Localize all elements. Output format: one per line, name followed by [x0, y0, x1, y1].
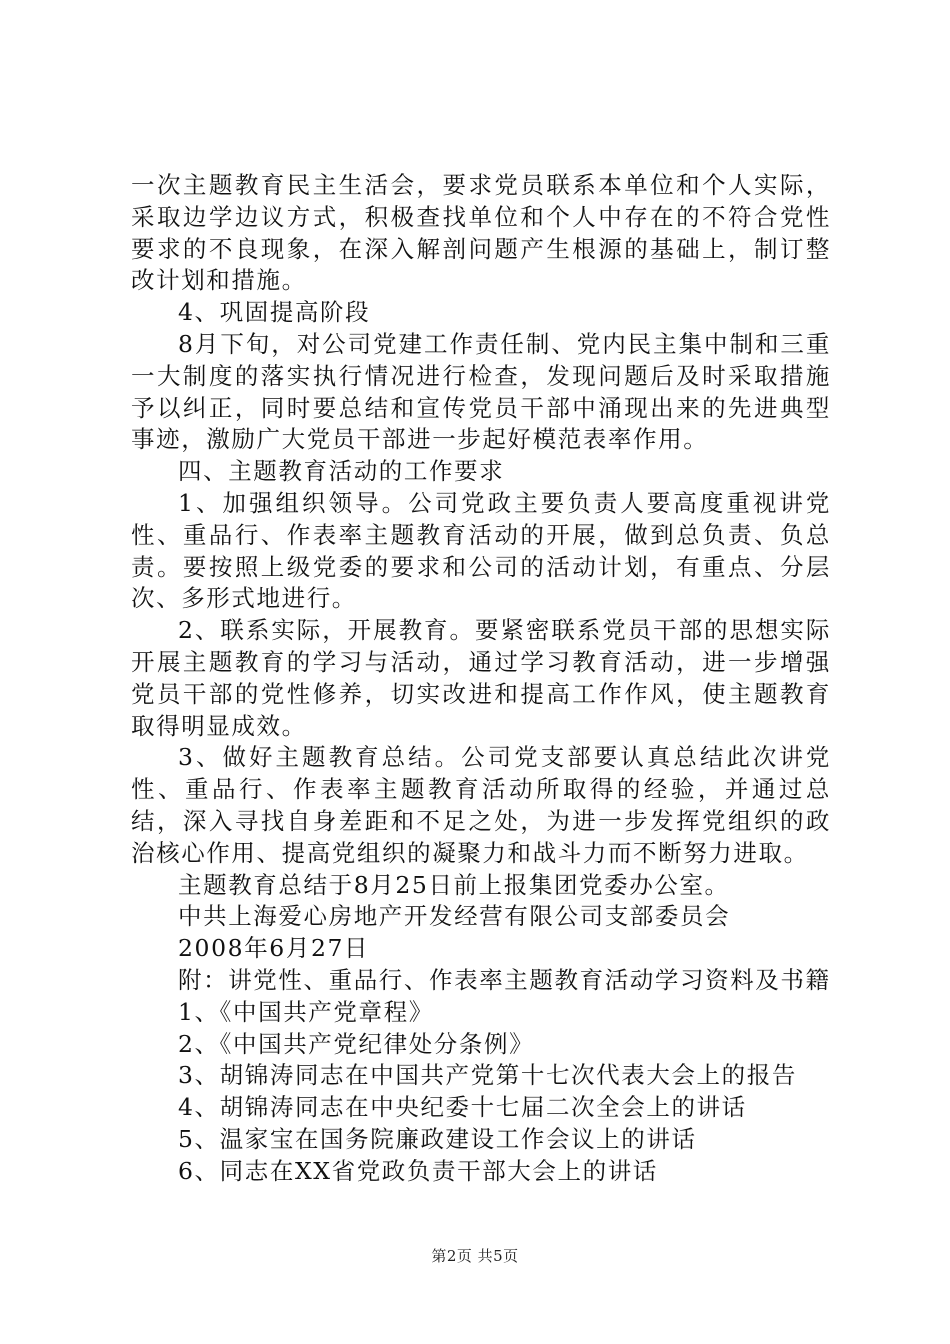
signature-date: 2008年6月27日 — [178, 934, 370, 963]
list-item: 3、胡锦涛同志在中国共产党第十七次代表大会上的报告 — [178, 1061, 797, 1090]
paragraph-august-inspection: 8月下旬，对公司党建工作责任制、党内民主集中制和三重一大制度的落实执行情况进行检查，发现问题后及时采取措施予以纠正，同时要总结和宣传党员干部中涌现出来的先进典型事迹，激励广大党员干部进一步起好模范表率作用。 — [131, 329, 831, 454]
signature-organization: 中共上海爱心房地产开发经营有限公司支部委员会 — [178, 902, 731, 931]
paragraph-requirement-1: 1、加强组织领导。公司党政主要负责人要高度重视讲党性、重品行、作表率主题教育活动的开展，做到总负责、负总责。要按照上级党委的要求和公司的活动计划，有重点、分层次、多形式地进行。 — [131, 488, 831, 613]
list-item: 2、《中国共产党纪律处分条例》 — [178, 1029, 535, 1058]
list-item: 5、温家宝在国务院廉政建设工作会议上的讲话 — [178, 1124, 697, 1153]
document-body — [131, 170, 831, 1188]
list-item: 1、《中国共产党章程》 — [178, 997, 434, 1026]
paragraph-1: 一次主题教育民主生活会，要求党员联系本单位和个人实际，采取边学边议方式，积极查找单位和个人中存在的不符合党性要求的不良现象，在深入解剖问题产生根源的基础上，制订整改计划和措施。 — [131, 171, 831, 295]
appendix-heading: 附：讲党性、重品行、作表率主题教育活动学习资料及书籍 — [178, 965, 831, 994]
list-item: 6、同志在XX省党政负责干部大会上的讲话 — [178, 1156, 658, 1185]
list-item: 4、胡锦涛同志在中央纪委十七届二次全会上的讲话 — [178, 1093, 747, 1122]
paragraph-requirement-3: 3、做好主题教育总结。公司党支部要认真总结此次讲党性、重品行、作表率主题教育活动所取得的经验，并通过总结，深入寻找自身差距和不足之处，为进一步发挥党组织的政治核心作用、提高党组织的凝聚力和战斗力而不断努力进取。 — [131, 743, 831, 867]
paragraph-requirement-2: 2、联系实际，开展教育。要紧密联系党员干部的思想实际开展主题教育的学习与活动，通过学习教育活动，进一步增强党员干部的党性修养，切实改进和提高工作作风，使主题教育取得明显成效。 — [131, 616, 831, 740]
page-number-footer: 第2页 共5页 — [431, 1247, 519, 1265]
paragraph-summary-deadline: 主题教育总结于8月25日前上报集团党委办公室。 — [178, 870, 730, 899]
reading-list — [131, 997, 831, 1188]
section-heading-work-requirements: 四、主题教育活动的工作要求 — [178, 457, 505, 486]
section-heading-consolidation: 4、巩固提高阶段 — [178, 298, 371, 327]
